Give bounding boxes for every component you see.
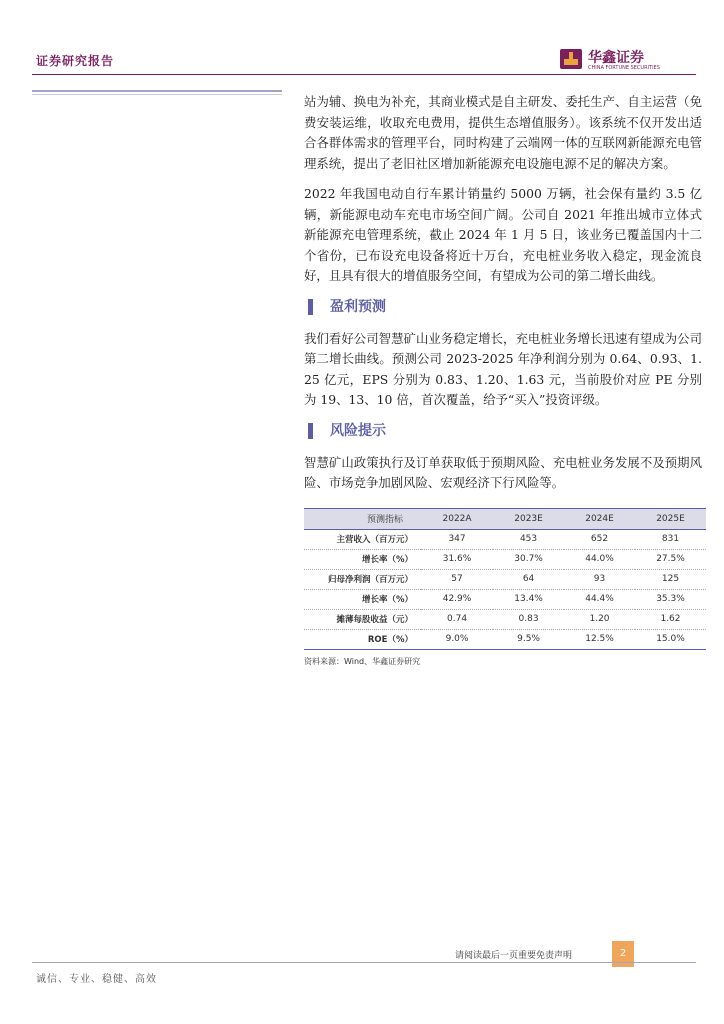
table-row [304,589,706,609]
table-cell: 0.83 [493,609,564,629]
paragraph-risk: 智慧矿山政策执行及订单获取低于预期风险、充电桩业务发展不及预期风险、市场竞争加剧风险、宏观经济下行风险等。 [304,454,702,490]
section-marker [308,423,313,439]
section-title: 风险提示 [330,422,386,439]
table-source-note: 资料来源：Wind、华鑫证券研究 [304,656,421,666]
table-header-cell: 2022A [421,508,493,529]
table-cell: 0.74 [421,609,493,629]
table-cell: 125 [635,569,706,589]
paragraph-profit-forecast: 我们看好公司智慧矿山业务稳定增长，充电桩业务增长迅速有望成为公司第二增长曲线。预测公司 2023-2025 年净利润分别为 0.64、0.93、1.25 亿元，EPS 分别为 0.83、1.20、1.63 元，当前股价对应 PE 分别为 19、13、10 倍，首次覆盖，给予“买入”投资评级。 [304,330,702,407]
sidebar-rule-thin [32,94,282,95]
table-cell: 64 [493,569,564,589]
section-marker [308,299,313,315]
table-cell: 347 [421,529,493,549]
table-row [304,549,706,569]
logo-icon [560,49,582,69]
footer-divider [32,962,696,963]
report-type-label: 证券研究报告 [36,54,115,68]
logo-text-cn: 华鑫证券 [588,50,644,66]
table-cell: 13.4% [493,589,564,609]
forecast-table [304,508,706,650]
table-cell: 1.20 [564,609,635,629]
table-cell: 42.9% [421,589,493,609]
table-cell: 15.0% [635,629,706,649]
table-cell: 44.4% [564,589,635,609]
sidebar-rule [32,90,282,92]
company-motto: 诚信、专业、稳健、高效 [36,974,157,985]
table-header-row [304,508,706,529]
table-cell: 35.3% [635,589,706,609]
section-profit-forecast [304,297,702,319]
row-label: 增长率（%） [304,549,421,569]
table-cell: 831 [635,529,706,549]
paragraph-charging-business-model: 站为辅、换电为补充，其商业模式是自主研发、委托生产、自主运营（免费安装运维，收取充电费用，提供生态增值服务）。该系统不仅开发出适合各群体需求的管理平台，同时构建了云端网一体的互联网新能源充电管理系统，提出了老旧社区增加新能源充电设施电源不足的解决方案。 [304,94,702,171]
row-label: 主营收入（百万元） [304,529,421,549]
page-number: 2 [612,941,634,967]
table-cell: 44.0% [564,549,635,569]
row-label: 归母净利润（百万元） [304,569,421,589]
table-cell: 652 [564,529,635,549]
table-cell: 30.7% [493,549,564,569]
table-cell: 453 [493,529,564,549]
row-label: ROE（%） [304,629,421,649]
table-header-cell: 2023E [493,508,564,529]
table-header-cell: 2024E [564,508,635,529]
section-risk [304,421,702,443]
paragraph-charging-market: 2022 年我国电动自行车累计销量约 5000 万辆，社会保有量约 3.5 亿辆，新能源电动车充电市场空间广阔。公司自 2021 年推出城市立体式新能源充电管理系统，截止 2024 年 1 月 5 日，该业务已覆盖国内十二个省份，已布设充电设备将近十万台，充电桩业务收入稳定，现金流良好，且具有很大的增值服务空间，有望成为公司的第二增长曲线。 [304,186,702,283]
table-cell: 31.6% [421,549,493,569]
table-cell: 9.5% [493,629,564,649]
table-header-cell: 2025E [635,508,706,529]
table-cell: 93 [564,569,635,589]
table-cell: 1.62 [635,609,706,629]
table-row [304,609,706,629]
row-label: 增长率（%） [304,589,421,609]
main-content [304,92,702,667]
section-title: 盈利预测 [330,298,386,315]
header-divider [32,74,696,75]
table-cell: 57 [421,569,493,589]
table-row [304,629,706,649]
table-row [304,569,706,589]
table-cell: 27.5% [635,549,706,569]
table-row [304,529,706,549]
table-header-cell: 预测指标 [304,508,421,529]
logo-text-en: CHINA FORTUNE SECURITIES [588,65,660,71]
table-cell: 12.5% [564,629,635,649]
table-cell: 9.0% [421,629,493,649]
company-logo [560,47,670,73]
row-label: 摊薄每股收益（元） [304,609,421,629]
disclaimer-note: 请阅读最后一页重要免责声明 [455,951,573,961]
